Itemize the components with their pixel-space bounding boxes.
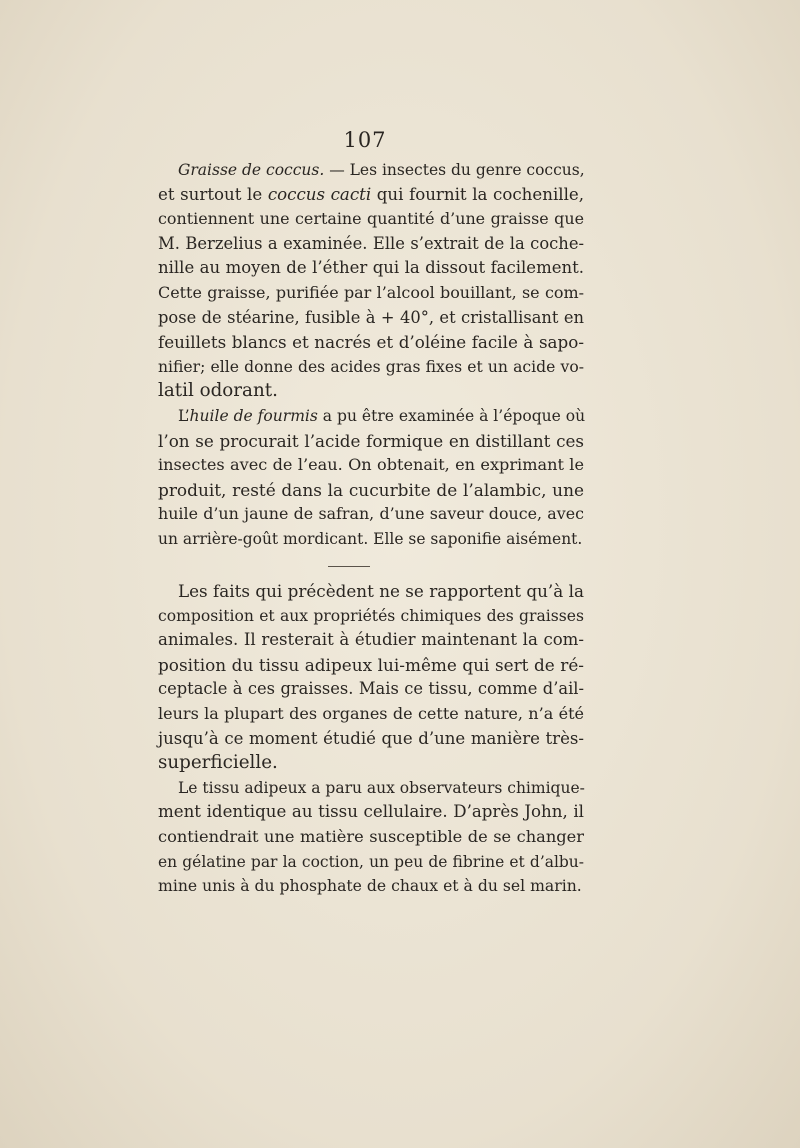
text-line: latil odorant. [158,380,278,402]
text-line: pose de stéarine, fusible à + 40°, et cristallisant en [158,307,584,327]
section-divider [328,566,370,567]
text-line: mine unis à du phosphate de chaux et à du sel marin. [158,876,582,896]
text-line: huile d’un jaune de safran, d’une saveur douce, avec [158,504,584,524]
text-fragment: — Les insectes du genre coccus, [324,161,585,179]
paragraph-graisse-de-coccus [158,158,584,404]
paragraph-huile-de-fourmis [158,404,584,552]
text-fragment: L’ [178,406,190,425]
text-line: l’on se procurait l’acide formique en distillant ces [158,430,584,451]
text-line: nifier; elle donne des acides gras fixes et un acide vo- [158,357,584,376]
text-line [158,183,584,208]
paragraph-tissu-adipeux [158,776,584,899]
text-line: Le tissu adipeux a paru aux observateurs chimique- [178,778,585,797]
text-line: jusqu’à ce moment étudié que d’une manière très- [158,728,584,748]
text-line: superficielle. [158,752,278,774]
text-line: produit, resté dans la cucurbite de l’alambic, une [158,479,584,500]
text-line: ceptacle à ces graisses. Mais ce tissu, comme d’ail- [158,679,584,699]
text-line: un arrière-goût mordicant. Elle se saponifie aisément. [158,529,583,548]
text-block-adipose-tissue [158,579,584,899]
text-line: composition et aux propriétés chimiques des graisses [158,606,584,625]
text-line: ment identique au tissu cellulaire. D’après John, il [158,802,584,822]
italic-heading: Graisse de coccus. [178,161,325,179]
text-line: Cette graisse, purifiée par l’alcool bouillant, se com- [158,282,584,302]
text-fragment: et surtout le [158,184,268,204]
italic-term: huile de fourmis [189,406,318,425]
text-fragment: qui fournit la cochenille, [371,184,585,204]
text-line [158,404,584,429]
text-line: position du tissu adipeux lui-même qui sert de ré- [158,654,584,675]
text-line: Les faits qui précèdent ne se rapportent qu’à la [178,581,584,601]
text-line: animales. Il resterait à étudier maintenant la com- [158,630,584,650]
text-line: contiendrait une matière susceptible de se changer [158,826,584,846]
text-fragment: a pu être examinée à l’époque où [317,406,586,425]
page-number: 107 [343,128,387,152]
text-block-fats [158,158,584,552]
text-line: en gélatine par la coction, un peu de fibrine et d’albu- [158,852,584,871]
text-line: nille au moyen de l’éther qui la dissout facilement. [158,258,584,278]
text-line: insectes avec de l’eau. On obtenait, en exprimant le [158,455,584,475]
text-line: feuillets blancs et nacrés et d’oléine facile à sapo- [158,332,584,353]
text-line [158,158,584,183]
paragraph-faits-precedents [158,579,584,776]
text-line: leurs la plupart des organes de cette nature, n’a été [158,703,584,723]
text-line: M. Berzelius a examinée. Elle s’extrait de la coche- [158,233,584,253]
italic-term: coccus cacti [267,184,372,204]
text-line: contiennent une certaine quantité d’une graisse que [158,209,584,229]
